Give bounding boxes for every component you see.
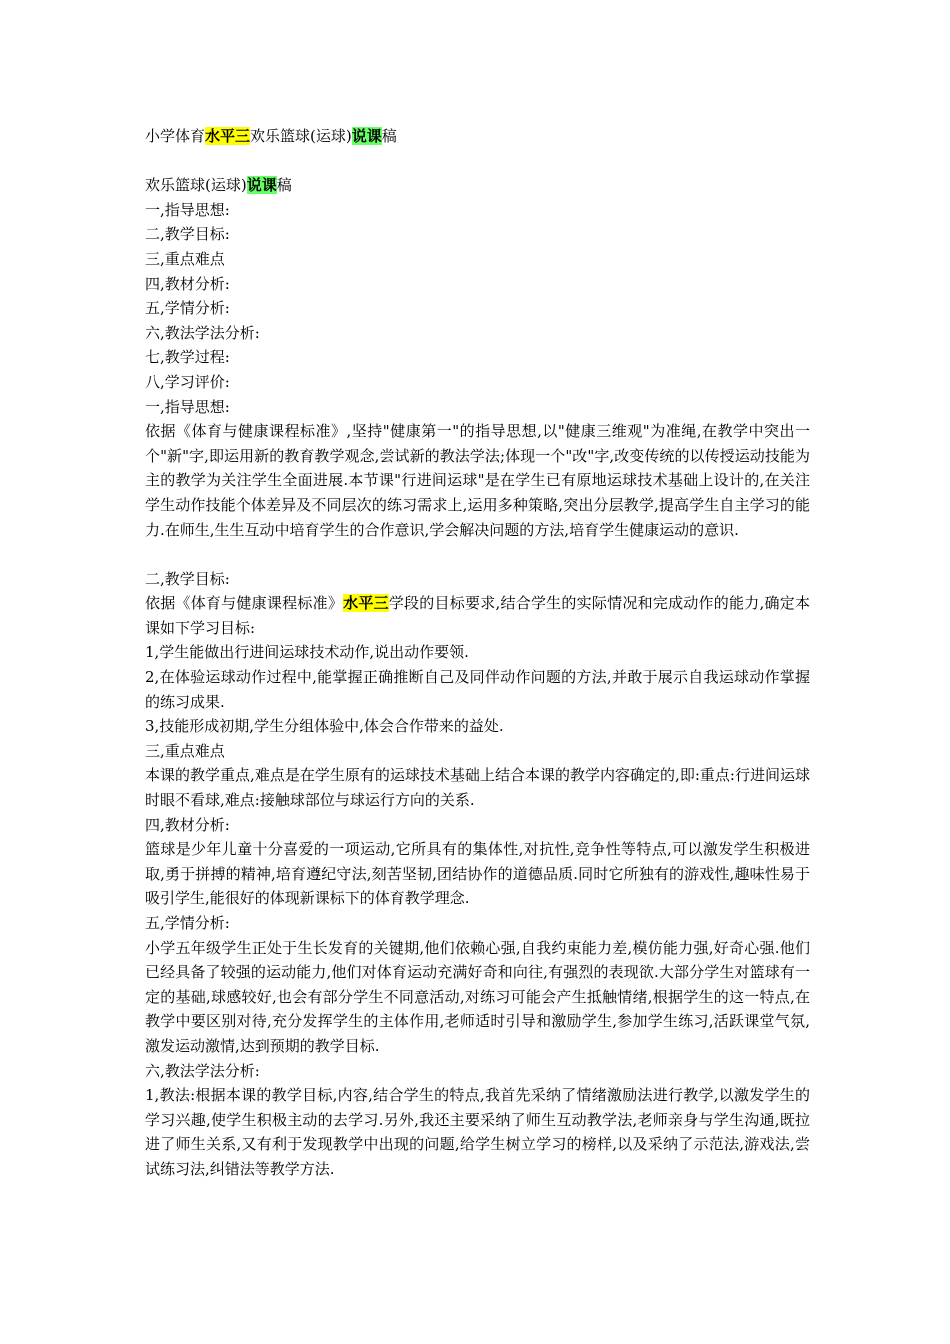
toc-item: 七,教学过程:: [145, 348, 230, 367]
intro-text: 依据《体育与健康课程标准》: [145, 594, 344, 613]
title-text: 稿: [381, 127, 397, 145]
intro-highlight-level: 水平三: [343, 594, 389, 613]
section-heading-guiding-thought: 一,指导思想:: [145, 397, 230, 416]
toc-item: 二,教学目标:: [145, 225, 230, 244]
goal-item: 1,学生能做出行进间运球技术动作,说出动作要领.: [145, 643, 469, 662]
section-body-key-points: 本课的教学重点,难点是在学生原有的运球技术基础上结合本课的教学内容确定的,即:重点:行进间运球时眼不看球,难点:接触球部位与球运行方向的关系.: [145, 766, 810, 810]
document-title: [145, 124, 810, 149]
section-body-guiding-thought: 依据《体育与健康课程标准》,坚持"健康第一"的指导思想,以"健康三维观"为准绳,在教学中突出一个"新"字,即运用新的教育教学观念,尝试新的教法学法;体现一个"改"字,改变传统的以传授运动技能为主的教学为关注学生全面进展.本节课"行进间运球"是在学生已有原地运球技术基础上设计的,在关注学生动作技能个体差异及不同层次的练习需求上,运用多种策略,突出分层教学,提高学生自主学习的能力.在师生,生生互动中培育学生的合作意识,学会解决问题的方法,培育学生健康运动的意识.: [145, 422, 810, 539]
section-heading-key-points: 三,重点难点: [145, 741, 225, 760]
goal-item: 2,在体验运球动作过程中,能掌握正确推断自己及同伴动作问题的方法,并敢于展示自我运球动作掌握的练习成果.: [145, 668, 810, 711]
toc-item: 三,重点难点: [145, 249, 225, 268]
goal-item: 3,技能形成初期,学生分组体验中,体会合作带来的益处.: [145, 717, 504, 736]
section-body-material-analysis: 篮球是少年儿童十分喜爱的一项运动,它所具有的集体性,对抗性,竞争性等特点,可以激发学生积极进取,勇于拼搏的精神,培育遵纪守法,刻苦坚韧,团结协作的道德品质.同时它所独有的游戏性,趣味性易于吸引学生,能很好的体现新课标下的体育教学理念.: [145, 840, 810, 908]
document-subtitle: [145, 173, 810, 198]
toc-item: 六,教法学法分析:: [145, 323, 260, 342]
toc-item: 四,教材分析:: [145, 274, 230, 293]
intro-text: 学段的目标要求,结合学生的实际情况和完成动作的能力,确定本课如下学习目标:: [145, 594, 810, 637]
blank-line: [145, 542, 810, 567]
section-intro-teaching-goals: [145, 591, 810, 640]
section-heading-teaching-goals: 二,教学目标:: [145, 569, 230, 588]
section-body-student-analysis: 小学五年级学生正处于生长发育的关键期,他们依赖心强,自我约束能力差,模仿能力强,好奇心强.他们已经具备了较强的运动能力,他们对体育运动充满好奇和向往,有强烈的表现欲.大部分学生对篮球有一定的基础,球感较好,也会有部分学生不同意活动,对练习可能会产生抵触情绪,根据学生的这一特点,在教学中要区别对待,充分发挥学生的主体作用,老师适时引导和激励学生,参加学生练习,活跃课堂气氛,激发运动激情,达到预期的教学目标.: [145, 938, 810, 1055]
document-page: [145, 124, 810, 1182]
section-heading-method-analysis: 六,教法学法分析:: [145, 1061, 260, 1080]
section-body-method-analysis: 1,教法:根据本课的教学目标,内容,结合学生的特点,我首先采纳了情绪激励法进行教学,以激发学生的学习兴趣,使学生积极主动的去学习.另外,我还主要采纳了师生互动教学法,老师亲身与学生沟通,既拉进了师生关系,又有利于发现教学中出现的问题,给学生树立学习的榜样,以及采纳了示范法,游戏法,尝试练习法,纠错法等教学方法.: [145, 1086, 810, 1178]
title-highlight-lecture: 说课: [351, 127, 382, 145]
section-heading-student-analysis: 五,学情分析:: [145, 914, 230, 932]
title-highlight-level: 水平三: [205, 127, 251, 145]
subtitle-highlight-lecture: 说课: [246, 176, 277, 195]
blank-line: [145, 149, 810, 174]
toc-item: 五,学情分析:: [145, 299, 230, 318]
title-text: 欢乐篮球(运球): [250, 127, 352, 145]
toc-item: 一,指导思想:: [145, 200, 230, 219]
section-heading-material-analysis: 四,教材分析:: [145, 815, 230, 834]
subtitle-text: 欢乐篮球(运球): [145, 176, 247, 195]
title-text: 小学体育: [145, 127, 206, 145]
subtitle-text: 稿: [276, 176, 292, 195]
toc-item: 八,学习评价:: [145, 372, 230, 391]
